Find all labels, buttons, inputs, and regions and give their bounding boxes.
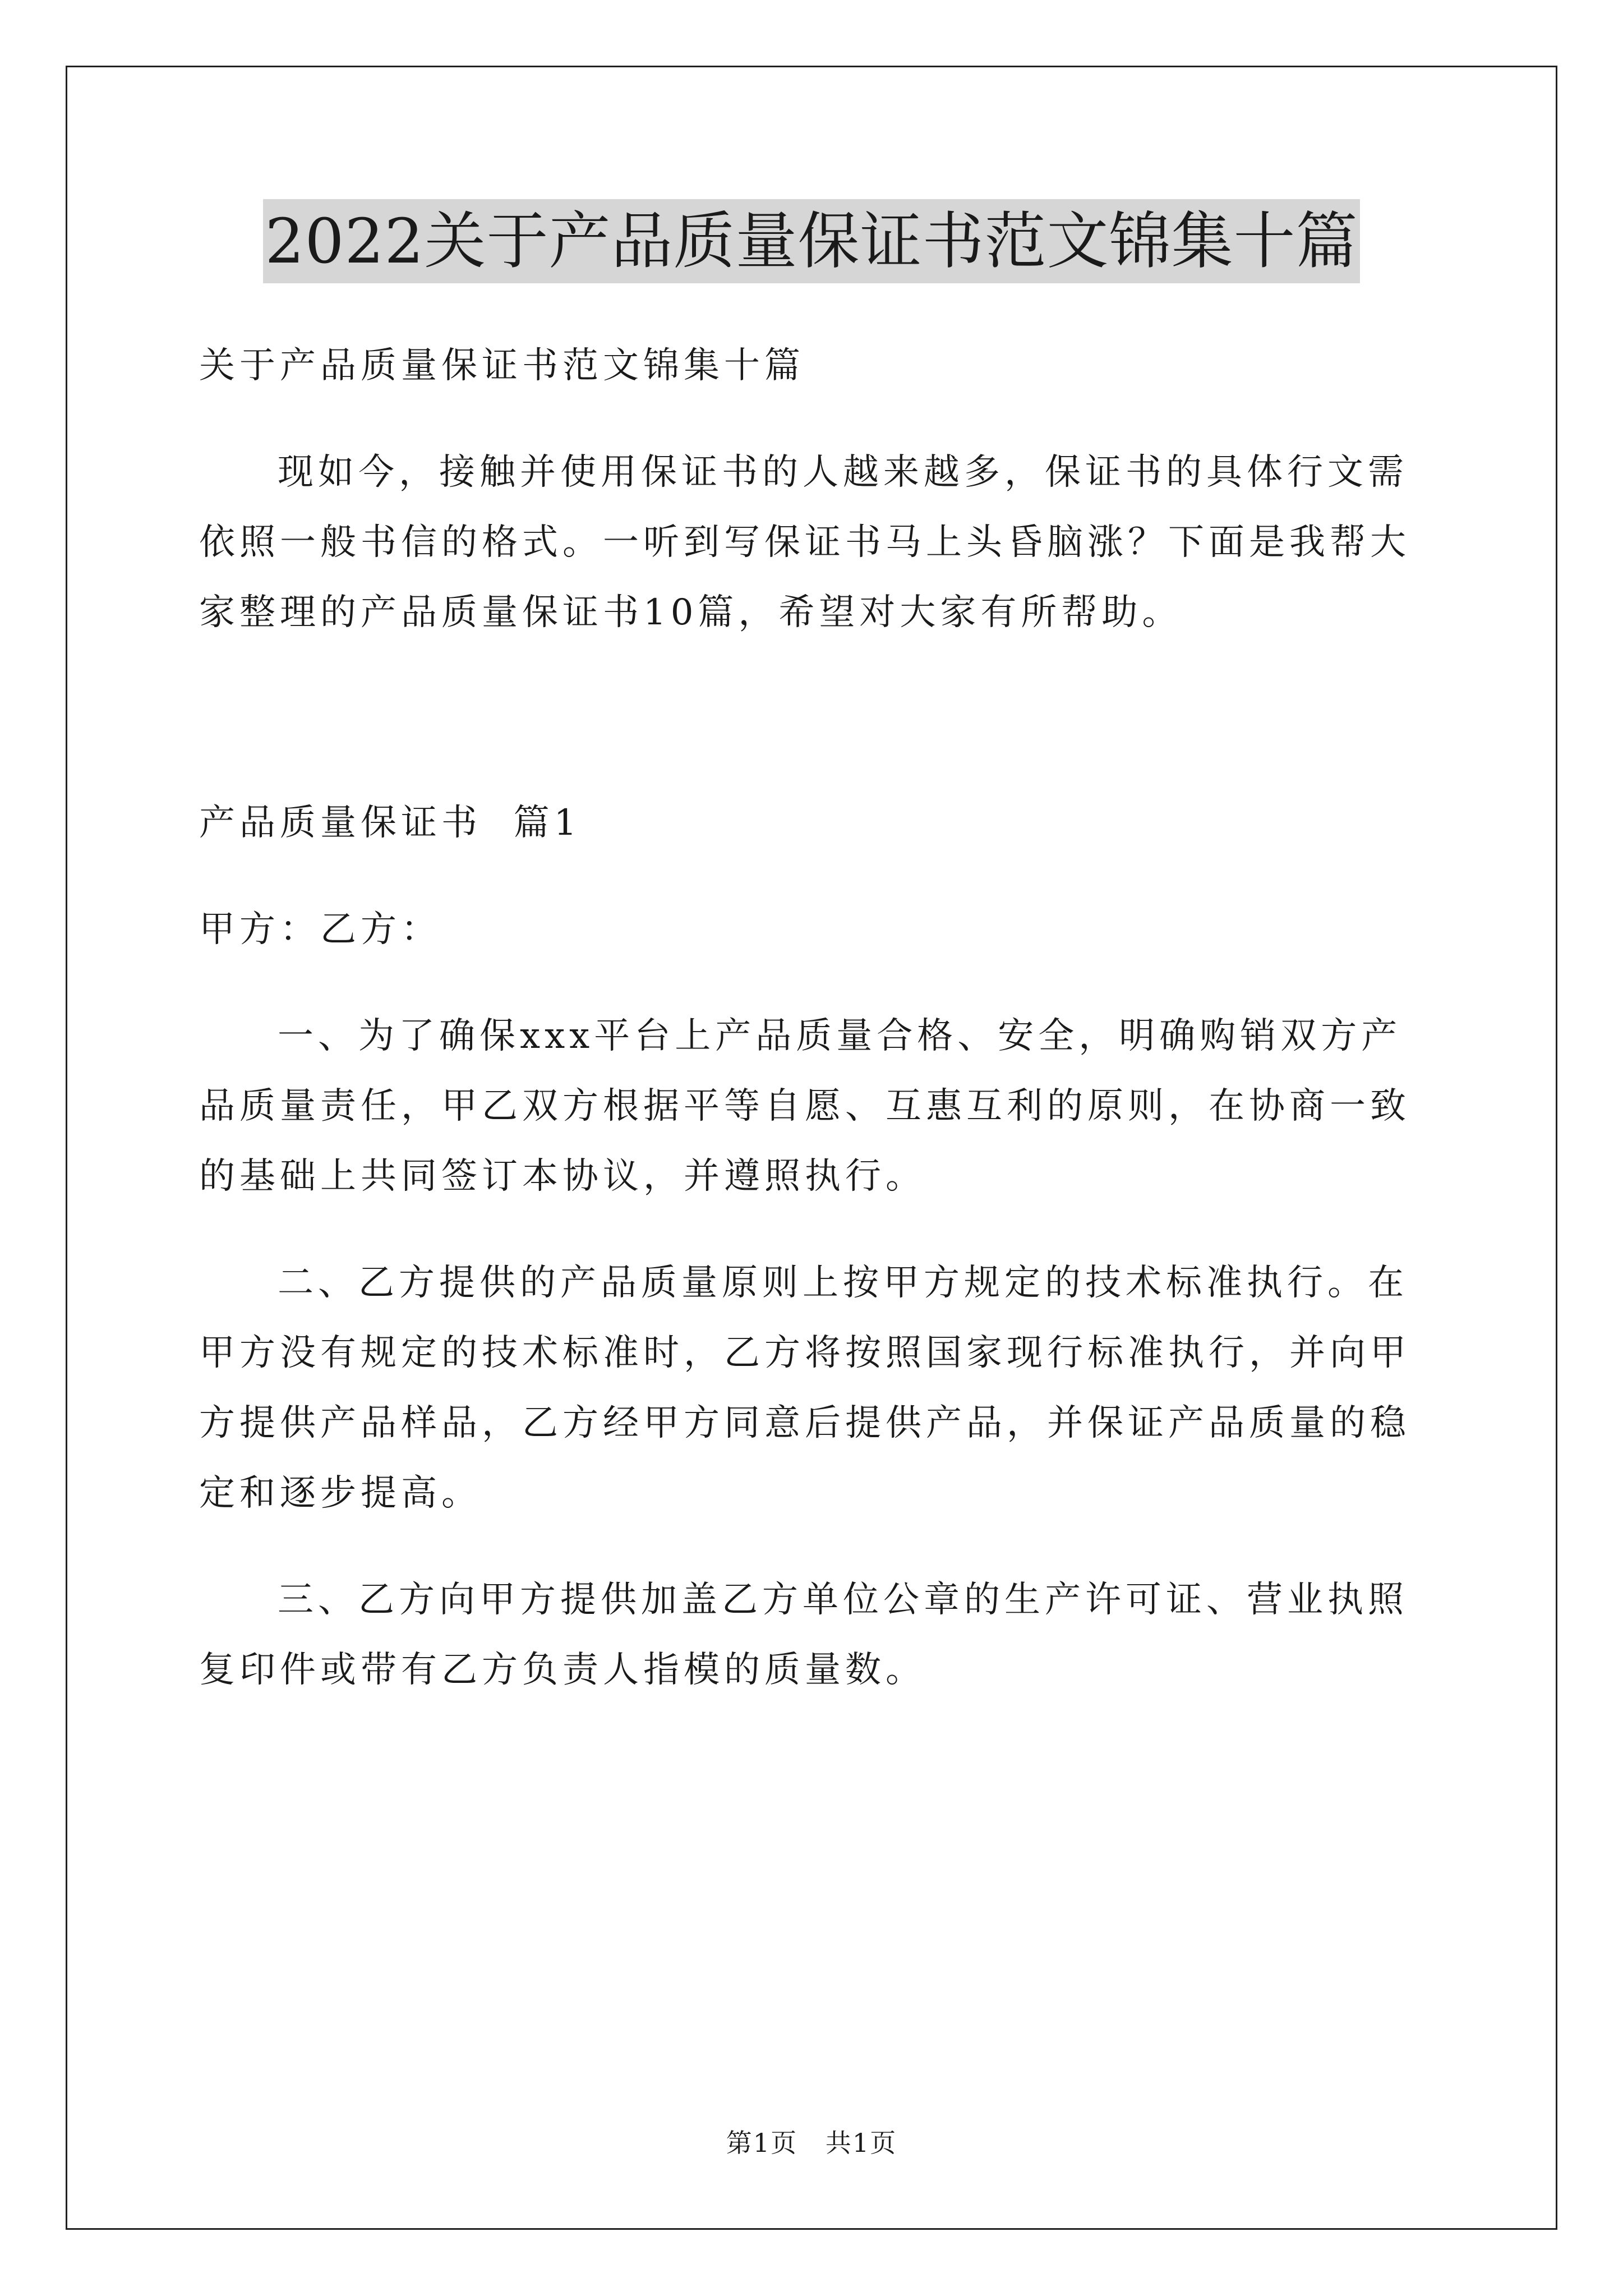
title-container	[0, 199, 1623, 283]
document-title: 2022关于产品质量保证书范文锦集十篇	[263, 199, 1361, 283]
clause-paragraph: 一、为了确保xxx平台上产品质量合格、安全，明确购销双方产品质量责任，甲乙双方根据平等自愿、互惠互利的原则，在协商一致的基础上共同签订本协议，并遵照执行。	[199, 1015, 1410, 1197]
parties-line: 甲方：乙方：	[199, 909, 441, 950]
page-footer: 第1页 共1页	[726, 2128, 897, 2158]
intro-paragraph: 现如今，接触并使用保证书的人越来越多，保证书的具体行文需依照一般书信的格式。一听到写保证书马上头昏脑涨？下面是我帮大家整理的产品质量保证书10篇，希望对大家有所帮助。	[199, 452, 1410, 633]
document-subtitle: 关于产品质量保证书范文锦集十篇	[199, 345, 805, 386]
document-body	[199, 306, 1427, 1705]
clause-paragraph: 二、乙方提供的产品质量原则上按甲方规定的技术标准执行。在甲方没有规定的技术标准时，乙方将按照国家现行标准执行，并向甲方提供产品样品，乙方经甲方同意后提供产品，并保证产品质量的稳定和逐步提高。	[199, 1262, 1410, 1514]
clause-paragraph: 三、乙方向甲方提供加盖乙方单位公章的生产许可证、营业执照复印件或带有乙方负责人指模的质量数。	[199, 1579, 1408, 1691]
section-heading: 产品质量保证书 篇1	[199, 802, 582, 844]
